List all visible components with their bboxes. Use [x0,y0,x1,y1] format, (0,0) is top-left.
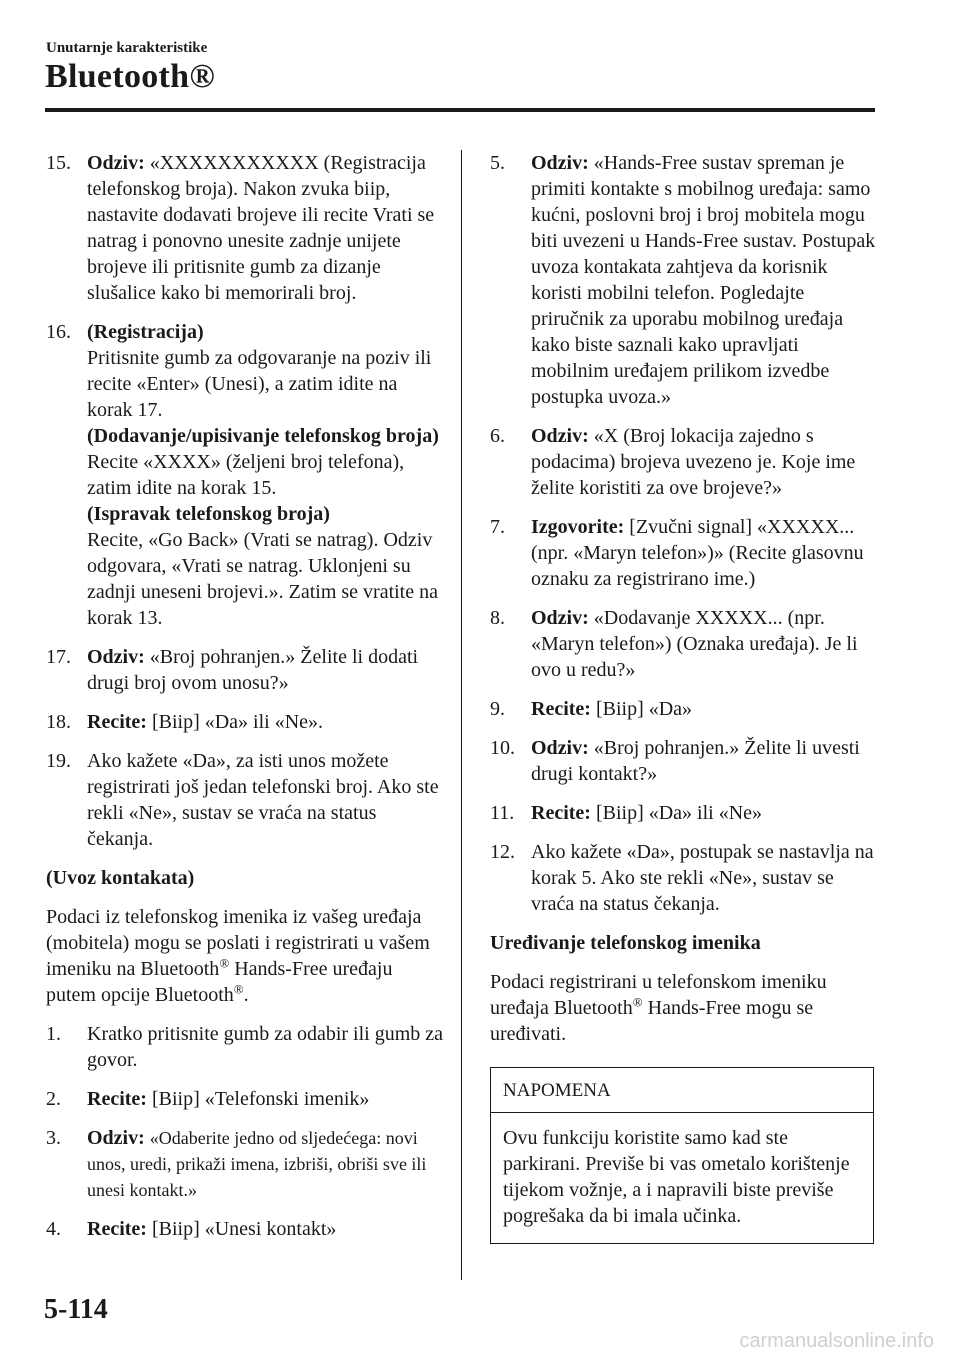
step-text: Ako kažete «Da», postupak se nastavlja na korak 5. Ako ste rekli «Ne», sustav se vraća na status čekanja. [531,841,874,915]
column-divider [461,150,462,1280]
step-7 [490,514,880,592]
edit-phonebook-heading: Uređivanje telefonskog imenika [490,932,761,954]
step-text: «Broj pohranjen.» Želite li dodati drugi broj ovom unosu?» [87,646,419,694]
step-number: 5. [490,152,505,174]
note-box [490,1067,874,1244]
step-text: Kratko pritisnite gumb za odabir ili gumb za govor. [87,1023,444,1071]
step-keyword: Odziv: [87,152,145,174]
step-number: 11. [490,802,515,824]
step-text: [Biip] «Da» ili «Ne». [151,711,324,733]
step-text: Ako kažete «Da», za isti unos možete registrirati još jedan telefonski broj. Ako ste rekli «Ne», sustav se vraća na status čekanja. [87,750,439,850]
step-text: «X (Broj lokacija zajedno s podacima) brojeva uvezeno je. Koje ime želite koristiti za ove brojeve?» [531,425,856,499]
step-number: 18. [46,711,71,733]
step-keyword: Recite: [87,1218,147,1240]
sub-text: Recite, «Go Back» (Vrati se natrag). Odziv odgovara, «Vrati se natrag. Uklonjeni su zadnji uneseni brojevi.». Zatim se vratite na korak 13. [87,529,438,629]
import-contacts-heading: (Uvoz kontakata) [46,867,195,889]
step-text: [Biip] «Da» [595,698,693,720]
step-number: 4. [46,1218,61,1240]
step-number: 12. [490,841,515,863]
step-keyword: Odziv: [531,152,589,174]
step-keyword: Recite: [531,698,591,720]
para-text: . [243,984,249,1006]
step-keyword: Odziv: [531,737,589,759]
registered-mark: ® [233,981,244,997]
step-keyword: Odziv: [87,1127,145,1149]
step-17 [46,644,446,696]
step-12 [490,839,880,917]
para-text: Hands-Free uređaju putem opcije Bluetooth [46,958,393,1006]
step-text: [Biip] «Da» ili «Ne» [595,802,763,824]
step-number: 15. [46,152,71,174]
step-number: 17. [46,646,71,668]
step-19 [46,748,446,852]
step-text: «Hands-Free sustav spreman je primiti kontakte s mobilnog uređaja: samo kućni, poslovni broj i broj mobitela mogu biti uvezeni u Hands-Free sustav. Postupak uvoza kontakata zahtjeva da korisnik koristi mobilni telefon. Pogledajte priručnik za uporabu mobilnog uređaja kako biste saznali kako upravljati mobilnim uređajem prilikom izvedbe postupka uvoza.» [531,152,876,408]
step-text: «Dodavanje XXXXX... (npr. «Maryn telefon») (Oznaka uređaja). Je li ovo u redu?» [531,607,858,681]
step-number: 8. [490,607,505,629]
step-5 [490,150,880,410]
step-number: 7. [490,516,505,538]
registered-mark: ® [632,994,643,1010]
sub-text: Pritisnite gumb za odgovaranje na poziv ili recite «Enter» (Unesi), a zatim idite na korak 17. [87,347,432,421]
step-number: 1. [46,1023,61,1045]
para-text: Podaci iz telefonskog imenika iz vašeg uređaja (mobitela) mogu se poslati i registrirati u vašem imeniku na Bluetooth [46,906,430,980]
import-contacts-paragraph [46,904,446,1008]
step-9 [490,696,880,722]
title-rule [45,108,875,112]
sub-heading-add-number: (Dodavanje/upisivanje telefonskog broja) [87,425,439,447]
step-number: 16. [46,321,71,343]
step-15 [46,150,446,306]
step-text: «Broj pohranjen.» Želite li uvesti drugi kontakt?» [531,737,860,785]
watermark: carmanualsonline.info [739,1330,934,1352]
sub-heading-registration: (Registracija) [87,321,204,343]
step-11 [490,800,880,826]
step-1 [46,1021,446,1073]
step-text: [Biip] «Telefonski imenik» [151,1088,370,1110]
note-text: Ovu funkciju koristite samo kad ste parkirani. Previše bi vas ometalo korištenje tijekom vožnje, a i napravili biste previše pogrešaka da bi imala učinka. [503,1127,850,1227]
step-keyword: Odziv: [531,607,589,629]
step-keyword: Izgovorite: [531,516,625,538]
sub-heading-correct-number: (Ispravak telefonskog broja) [87,503,330,525]
section-label: Unutarnje karakteristike [46,40,208,56]
sub-text: Recite «XXXX» (željeni broj telefona), zatim idite na korak 15. [87,451,405,499]
step-number: 2. [46,1088,61,1110]
step-number: 19. [46,750,71,772]
step-text: [Biip] «Unesi kontakt» [151,1218,337,1240]
step-number: 3. [46,1127,61,1149]
step-10 [490,735,880,787]
step-18 [46,709,446,735]
step-3 [46,1125,446,1203]
edit-phonebook-paragraph [490,969,880,1047]
page-title: Bluetooth® [45,58,216,95]
step-number: 9. [490,698,505,720]
step-number: 6. [490,425,505,447]
step-8 [490,605,880,683]
para-text: Hands-Free mogu se uređivati. [490,997,814,1045]
page-number: 5-114 [44,1294,108,1325]
step-text: [Zvučni signal] «XXXXX... (npr. «Maryn telefon»)» (Recite glasovnu oznaku za registrirano ime.) [531,516,864,590]
step-keyword: Recite: [531,802,591,824]
step-keyword: Recite: [87,711,147,733]
note-title: NAPOMENA [491,1068,873,1113]
step-number: 10. [490,737,515,759]
step-keyword: Recite: [87,1088,147,1110]
step-keyword: Odziv: [531,425,589,447]
para-text: Podaci registrirani u telefonskom imeniku uređaja Bluetooth [490,971,827,1019]
left-column [46,150,446,1255]
right-column [490,150,880,1244]
step-16 [46,319,446,631]
registered-mark: ® [219,955,230,971]
step-text: «Odaberite jedno od sljedećega: novi unos, uredi, prikaži imena, izbriši, obriši sve ili unesi kontakt.» [87,1128,427,1200]
step-6 [490,423,880,501]
step-2 [46,1086,446,1112]
step-keyword: Odziv: [87,646,145,668]
step-text: «XXXXXXXXXXX (Registracija telefonskog broja). Nakon zvuka biip, nastavite dodavati brojeve ili recite Vrati se natrag i ponovno unesite zadnje unijete brojeve ili pritisnite gumb za dizanje slušalice kako bi memorirali broj. [87,152,435,304]
step-4 [46,1216,446,1242]
